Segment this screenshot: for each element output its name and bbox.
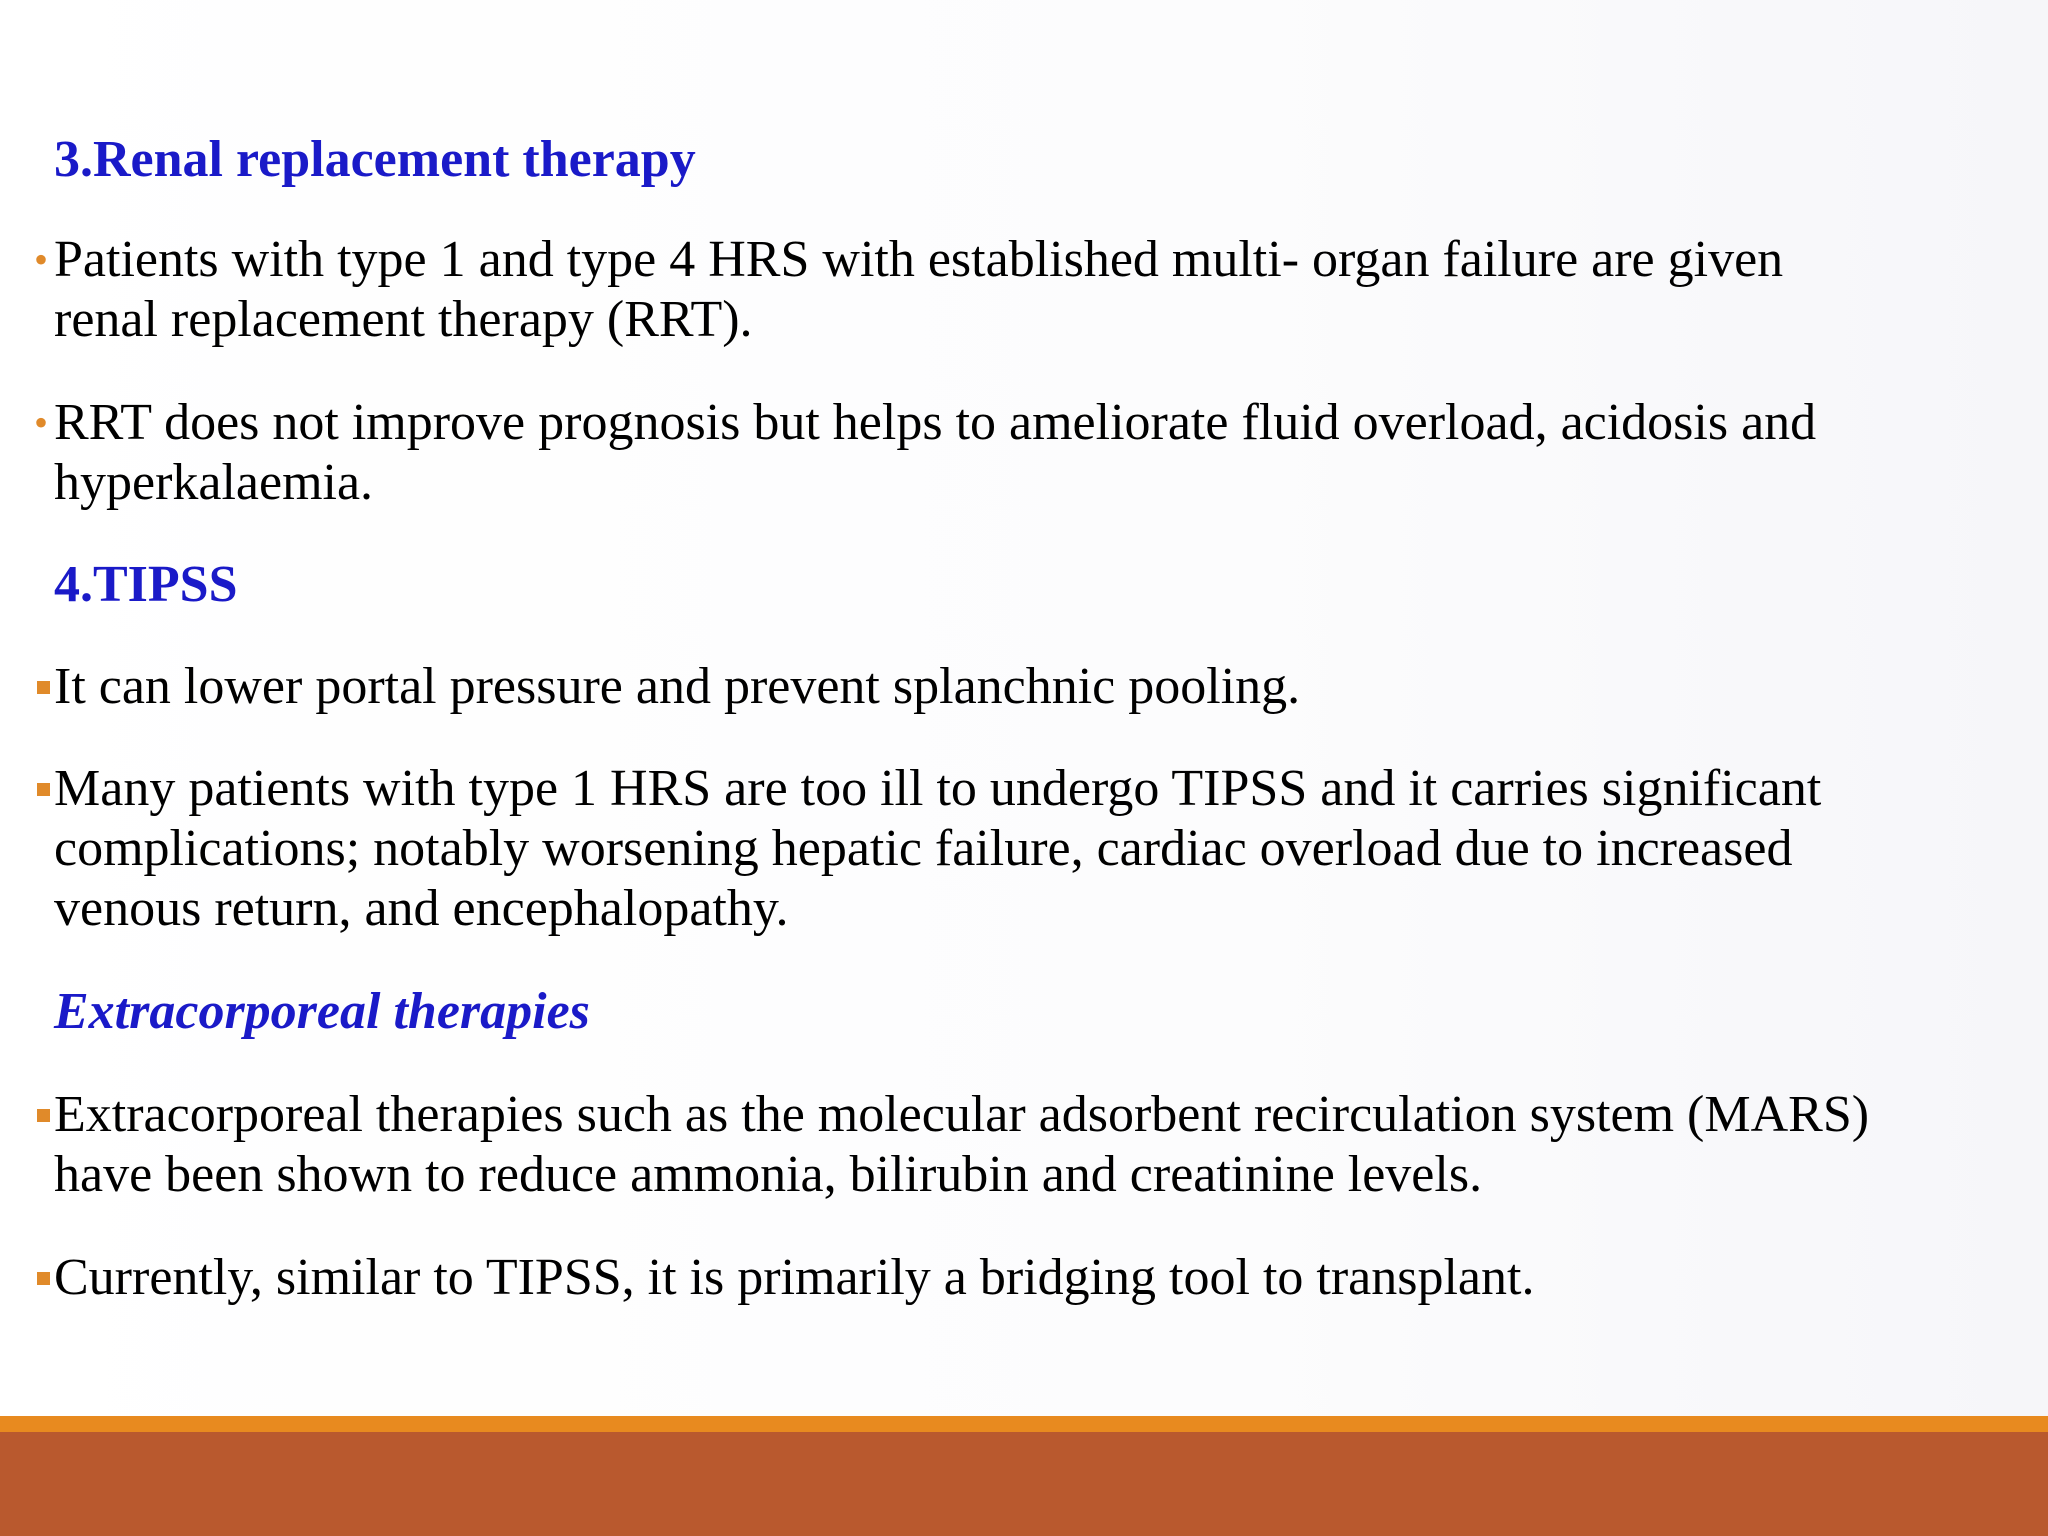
section-heading-tipss: 4.TIPSS — [54, 556, 238, 613]
bullet-text-line: Extracorporeal therapies such as the molecular adsorbent recirculation system (MARS) — [54, 1086, 1870, 1143]
bullet-text-line: It can lower portal pressure and prevent splanchnic pooling. — [54, 658, 1301, 715]
square-bullet-icon — [37, 1109, 50, 1122]
bullet-text-line: RRT does not improve prognosis but helps to ameliorate fluid overload, acidosis and — [54, 394, 1817, 451]
bullet-item — [54, 657, 2044, 717]
round-bullet-icon: • — [34, 237, 49, 282]
square-bullet-icon — [37, 1272, 50, 1285]
bullet-item — [54, 1248, 2044, 1308]
bullet-item — [34, 230, 2044, 350]
bullet-text-line: Many patients with type 1 HRS are too ill to undergo TIPSS and it carries significant — [54, 760, 1822, 817]
bullet-text-line: have been shown to reduce ammonia, bilirubin and creatinine levels. — [54, 1146, 1483, 1203]
bullet-text-line: hyperkalaemia. — [54, 454, 374, 511]
bullet-text-line: Currently, similar to TIPSS, it is primarily a bridging tool to transplant. — [54, 1249, 1535, 1306]
bullet-text-line: venous return, and encephalopathy. — [54, 880, 789, 937]
bullet-item — [54, 1085, 2044, 1205]
bullet-text-line: renal replacement therapy (RRT). — [54, 291, 753, 348]
bullet-item — [34, 393, 2044, 513]
bullet-text-line: Patients with type 1 and type 4 HRS with established multi- organ failure are given — [54, 231, 1784, 288]
bullet-text-line: complications; notably worsening hepatic failure, cardiac overload due to increased — [54, 820, 1793, 877]
square-bullet-icon — [37, 783, 50, 796]
square-bullet-icon — [37, 681, 50, 694]
section-heading-renal-replacement-therapy: 3.Renal replacement therapy — [54, 131, 696, 188]
bullet-item — [54, 759, 2044, 939]
footer-band — [0, 1432, 2048, 1536]
section-heading-extracorporeal-therapies: Extracorporeal therapies — [54, 983, 590, 1040]
footer-accent-line — [0, 1416, 2048, 1432]
round-bullet-icon: • — [34, 400, 49, 445]
